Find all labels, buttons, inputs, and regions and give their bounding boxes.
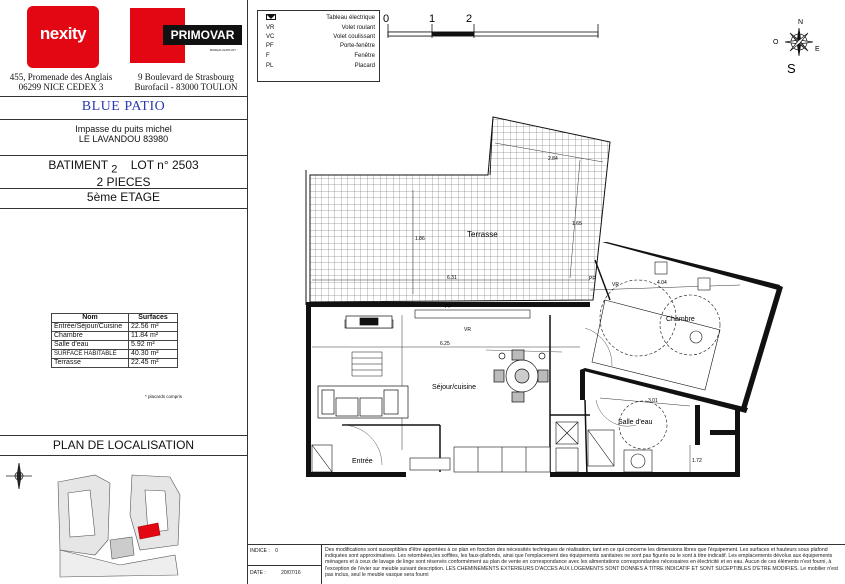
surfaces-table-wrap bbox=[51, 313, 178, 368]
row-name: SURFACE HABITABLE bbox=[52, 350, 129, 359]
floor-plan bbox=[250, 100, 840, 540]
primovar-logo bbox=[130, 8, 242, 63]
compass-e: E bbox=[815, 46, 820, 53]
vr-label: VR bbox=[464, 327, 471, 333]
pieces-count: 2 PIECES bbox=[96, 175, 151, 190]
batiment-number: 2 bbox=[111, 163, 118, 176]
footer-divider bbox=[247, 544, 845, 545]
nexity-logo bbox=[27, 6, 99, 68]
tv-unit bbox=[346, 316, 392, 328]
nexity-address-line2: 06299 NICE CEDEX 3 bbox=[18, 82, 104, 92]
primovar-address bbox=[125, 72, 247, 92]
table-row bbox=[52, 350, 178, 359]
table-row bbox=[52, 341, 178, 350]
divider bbox=[0, 435, 247, 436]
legend-row bbox=[258, 14, 379, 22]
site-plan bbox=[58, 475, 180, 577]
dim-label: 2.84 bbox=[548, 156, 558, 162]
date-label: DATE : bbox=[250, 570, 266, 576]
dim-label: 1.65 bbox=[572, 221, 582, 227]
legend-label: Tableau électrique bbox=[326, 15, 375, 21]
compass-o: O bbox=[773, 39, 779, 46]
scale-tick-2: 2 bbox=[466, 13, 473, 25]
row-value: 5.92 m² bbox=[129, 341, 178, 350]
lot-number: LOT n° 2503 bbox=[130, 158, 199, 172]
legend-code: PL bbox=[266, 63, 274, 69]
row-value: 22.45 m² bbox=[129, 359, 178, 368]
room-label-terrasse: Terrasse bbox=[467, 230, 498, 239]
row-name: Chambre bbox=[52, 332, 129, 341]
dim-label: 1.86 bbox=[415, 236, 425, 242]
pf-label: PF bbox=[589, 276, 596, 282]
primovar-subtext: BUREAU EXPLOIT bbox=[210, 48, 237, 52]
nexity-address bbox=[2, 72, 120, 92]
terrace-area bbox=[306, 117, 610, 305]
date bbox=[250, 570, 301, 576]
date-value: 20/07/16 bbox=[281, 570, 301, 576]
room-label-sejour: Séjour/cuisine bbox=[432, 384, 476, 391]
room-label-salle-eau: Salle d'eau bbox=[618, 419, 653, 426]
legend-code: VR bbox=[266, 25, 275, 31]
indice bbox=[250, 548, 278, 554]
table-header-name: Nom bbox=[52, 314, 129, 323]
table-row bbox=[52, 332, 178, 341]
compass-s: S bbox=[787, 61, 796, 76]
footer-divider bbox=[247, 565, 321, 566]
scale-tick-1: 1 bbox=[429, 13, 436, 25]
nexity-logo-text: nexity bbox=[39, 24, 87, 43]
bedroom-furniture bbox=[655, 262, 710, 343]
legend-box bbox=[257, 10, 380, 82]
localisation-title: PLAN DE LOCALISATION bbox=[52, 438, 195, 452]
table-header-row bbox=[52, 314, 178, 323]
legend-code: VC bbox=[266, 34, 275, 40]
primovar-logo-text: PRIMOVAR bbox=[163, 25, 242, 45]
legend-label: Porte-fenêtre bbox=[339, 43, 375, 49]
table-row bbox=[52, 323, 178, 332]
scale-tick-0: 0 bbox=[383, 13, 390, 25]
electrical-panel-icon bbox=[266, 14, 276, 23]
legend-row bbox=[258, 33, 379, 41]
legend-label: Volet roulant bbox=[341, 25, 375, 31]
surfaces-note: * placards compris bbox=[145, 394, 183, 399]
row-name: Salle d'eau bbox=[52, 341, 129, 350]
project-address-line1: Impasse du puits michel bbox=[75, 124, 172, 134]
indice-value: 0 bbox=[275, 548, 278, 554]
room-label-entree: Entrée bbox=[352, 458, 373, 465]
dim-label: 3.01 bbox=[648, 398, 658, 404]
project-name: BLUE PATIO bbox=[81, 99, 166, 114]
row-name: Terrasse bbox=[52, 359, 129, 368]
disclaimer-notes: Des modifications sont susceptibles d'être apportées à ce plan en fonction des nécessités techniques de réalisation, tant en ce qui concerne les dimensions libres que l'équipement. Les surfaces et hauteurs sous plafond indiquées sont approximatives. Les retombées,les soffites, les faux-plafonds, ainsi que l'emplacement des équipements sanitaires ne sont pas figurés ou le sont à titre indicatif. Les emplacements dévolus aux équipements ménagers et à ceux de lavage de linge sont réservés conformément au plan de vente en correspondance avec les alimentations correspondantes nécessaires en électricité et en eau. Aucun de ces éléments n'est fourni, à l'exception de l'évier sur meuble suivant description. LES CHEMINEMENTS EXTERIEURS D'ACCES AUX LOGEMENTS SONT DONNES A TITRE INDICATIF ET SONT SUCEPTIBLES D'ETRE MODIFIES. Le mobilier n'est pas inclus, seul le meuble vasque sera fourni bbox=[325, 547, 838, 578]
compass-n: N bbox=[798, 19, 804, 26]
legend-row bbox=[258, 24, 379, 32]
dining-table bbox=[494, 350, 548, 402]
scale-bar-graphic bbox=[388, 24, 598, 38]
lot-info bbox=[0, 159, 247, 189]
project-address bbox=[0, 124, 247, 144]
row-value: 11.84 m² bbox=[129, 332, 178, 341]
row-name: Entrée/Séjour/Cuisine bbox=[52, 323, 129, 332]
pf-label: PF bbox=[445, 304, 452, 310]
table-row bbox=[52, 359, 178, 368]
divider bbox=[0, 155, 247, 156]
legend-label: Volet coulissant bbox=[333, 34, 375, 40]
primovar-address-line1: 9 Boulevard de Strasbourg bbox=[137, 72, 235, 82]
surfaces-table bbox=[51, 313, 178, 368]
legend-row bbox=[258, 42, 379, 50]
row-value: 40.30 m² bbox=[129, 350, 178, 359]
compass bbox=[770, 15, 830, 77]
bathroom-fixtures bbox=[588, 401, 667, 472]
legend-row bbox=[258, 62, 379, 70]
scale-bar bbox=[380, 8, 610, 42]
legend-label: Fenêtre bbox=[354, 53, 375, 59]
indice-label: INDICE : bbox=[250, 548, 270, 554]
legend-code: PF bbox=[266, 43, 274, 49]
primovar-address-line2: Burofacil - 83000 TOULON bbox=[134, 82, 238, 92]
rug bbox=[352, 352, 382, 376]
row-value: 22.56 m² bbox=[129, 323, 178, 332]
dim-label: 1.72 bbox=[692, 458, 702, 464]
divider bbox=[0, 188, 247, 189]
dim-label: 6.25 bbox=[440, 341, 450, 347]
kitchen-counter bbox=[410, 422, 578, 472]
floor-level: 5ème ETAGE bbox=[86, 190, 161, 204]
entry-cupboard bbox=[312, 445, 332, 472]
batiment-label: BATIMENT bbox=[48, 158, 108, 172]
room-label-chambre: Chambre bbox=[666, 316, 695, 323]
localisation-map bbox=[0, 455, 247, 584]
legend-code: F bbox=[266, 53, 270, 59]
legend-row bbox=[258, 52, 379, 60]
dim-label: 4.04 bbox=[657, 280, 667, 286]
dim-label: 6.31 bbox=[447, 275, 457, 281]
sofa bbox=[318, 386, 408, 418]
legend-label: Placard bbox=[354, 63, 375, 69]
divider bbox=[0, 119, 247, 120]
mini-compass bbox=[6, 463, 32, 489]
compass-rose-icon bbox=[785, 28, 813, 56]
table-header-surface: Surfaces bbox=[129, 314, 178, 323]
divider bbox=[0, 96, 247, 97]
divider bbox=[0, 208, 247, 209]
project-address-line2: LE LAVANDOU 83980 bbox=[78, 134, 169, 144]
vr-label: VR bbox=[612, 282, 619, 288]
nexity-address-line1: 455, Promenade des Anglais bbox=[9, 72, 113, 82]
footer-divider bbox=[321, 544, 322, 584]
